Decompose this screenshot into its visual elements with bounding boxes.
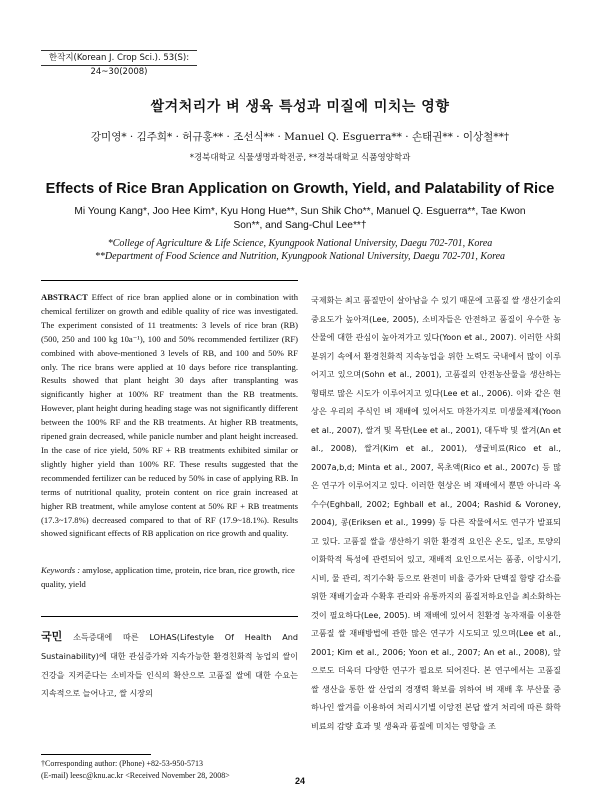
korean-title: 쌀겨처리가 벼 생육 특성과 미질에 미치는 영향 (150, 99, 450, 115)
abstract-label: ABSTRACT (41, 292, 88, 302)
introduction-start (41, 628, 298, 703)
introduction-text: 소득증대에 따른 LOHAS(Lifestyle Of Health And Sustainability)에 대한 관심증가와 지속가능한 환경친화적 농업의 쌀이 건강을 지켜준다는 소비자들 인식의 확산으로 고품질 쌀에 대한 수요는 지속적으로 늘어나고, 쌀 시장의 (41, 632, 299, 699)
english-affiliation (0, 237, 600, 263)
abstract-bottom-rule (41, 616, 298, 617)
english-title: Effects of Rice Bran Application on Growth, Yield, and Palatability of Rice (45, 181, 555, 197)
abstract (41, 291, 298, 541)
keywords (41, 564, 298, 592)
right-column-text: 국제화는 최고 품질만이 살아남을 수 있기 때문에 고품질 쌀 생산기술의 중요도가 높아져(Lee, 2005), 소비자들은 안전하고 품질이 우수한 농산물에 대한 관심이 높아져가고 있다(Yoon et al., 2007). 이러한 사회분위기 속에서 환경친화적 지속농업을 위한 노력도 국내에서 많이 이루어지고 있으며(Sohn et al., 2001), 고품질의 안전농산물을 생산하는 형태로 많은 시도가 이루어지고 있다(Lee et al., 2006). 이와 같은 현상은 우리의 주식인 벼 재배에 있어서도 마찬가지로 미생물제제(Yoon et al., 2007), 쌀겨 및 목탄(Lee et al., 2001), 대두박 및 쌀겨(An et al., 2008), 쌀겨(Kim et al., 2001), 생굴비료(Rico et al., 2007a,b,d; Minta et al., 2007, 목초액(Rico et al., 2007c) 등 많은 연구가 이루어지고 있다. 이러한 현상은 벼 재배에서 뿐만 아니라 옥수수(Eghball, 2002; Eghball et al., 2004; Rashid & Voroney, 2004), 콩(Eriksen et al., 1999) 등 다른 작물에서도 연구가 발표되고 있다. 고품질 쌀을 생산하기 위한 환경적 요인은 온도, 일조, 토양의 이화학적 특성에 관련되어 있고, 재배적 요인으로서는 품종, 이앙시기, 시비, 물 관리, 적기수확 등으로 완전미 비율 증가와 단백질 함량 감소를 위한 재배기술과 수확후 관리와 유통까지의 품질저하요인을 최소화하는 것이 필요하다(Lee, 2005). 벼 재배에 있어서 친환경 농자재를 이용한 고품질 쌀 재배방법에 관한 많은 연구가 시도되고 있으며(Lee et al., 2001; Kim et al., 2006; Yoon et al., 2007; An et al., 2008), 앞으로도 더욱더 다양한 연구가 필요로 되어진다. 본 연구에서는 고품질 쌀 생산을 통한 쌀 산업의 경쟁력 확보를 위하여 벼 재배 후 부산물 중 하나인 쌀겨를 이용하여 처리시기별 이앙전 본답 쌀겨 처리에 따른 화학비료의 감량 효과 및 생육과 품질에 미치는 영향을 조 (311, 295, 562, 731)
keywords-label: Keywords : (41, 565, 81, 575)
footnote-contact: †Corresponding author: (Phone) +82-53-950-5713 (41, 759, 204, 768)
affiliation-line-2: **Department of Food Science and Nutrition, Kyungpook National University, Daegu 702-701, Korea (94, 251, 506, 262)
page-number: 24 (294, 776, 305, 786)
footnote-email-received: (E-mail) leesc@knu.ac.kr <Received November 28, 2008> (41, 771, 230, 780)
english-authors: Mi Young Kang*, Joo Hee Kim*, Kyu Hong Hue**, Sun Shik Cho**, Manuel Q. Esguerra**, Tae Kwon Son**, and Sang-Chul Lee**† (74, 206, 526, 231)
korean-affiliation: *경북대학교 식물생명과학전공, **경북대학교 식품영양학과 (189, 153, 411, 163)
abstract-text: Effect of rice bran applied alone or in combination with chemical fertilizer on growth and edible quality of rice was investigated. The experiment consisted of 11 treatments: 3 levels of rice bran (RB) (500, 250 and 100 kg 10a⁻¹), 100 and 50% recommended fertilizer (RF) combined with above-mentioned 3 levels of RB, and 100 and 50% RF only. The rice brans were applied at 10 days before rice transplanting. Results showed that plant height 30 days after transplanting was significantly higher at 100% RF treatment than the RB treatments. However, plant height during heading stage was not significantly different between the 100% RF and the RB treatments. At higher RB treatments, ripened grain decreased, while panicle number and plant height increased. In the case of rice yield, 50% RF + RB treatments exhibited similar or slightly higher yield than 100% RF. These results suggested that the recommended fertilizer can be reduced by 50% in case of applying RB. In terms of nutritional quality, protein content on rice grain increased at higher RB treatment, while amylose content at 50% RF + RB treatments (17.3~17.8%) decreased compared to that of RF (17.9~18.1%). Results showed significant effects of RB application on rice growth and quality. (41, 292, 298, 539)
affiliation-line-1: *College of Agriculture & Life Science, Kyungpook National University, Daegu 702-701, Korea (107, 238, 493, 249)
footnote-rule (41, 754, 151, 755)
journal-header: 한작지(Korean J. Crop Sci.). 53(S): 24~30(2008) (41, 50, 197, 66)
abstract-top-rule (41, 280, 298, 281)
keywords-text: amylose, application time, protein, rice bran, rice growth, rice quality, yield (41, 565, 295, 589)
korean-authors: 강미영* · 김주희* · 허규홍** · 조선식** · Manuel Q. Esguerra** · 손태권** · 이상철**† (90, 131, 510, 143)
introduction-lead-word: 국민 (41, 630, 63, 643)
